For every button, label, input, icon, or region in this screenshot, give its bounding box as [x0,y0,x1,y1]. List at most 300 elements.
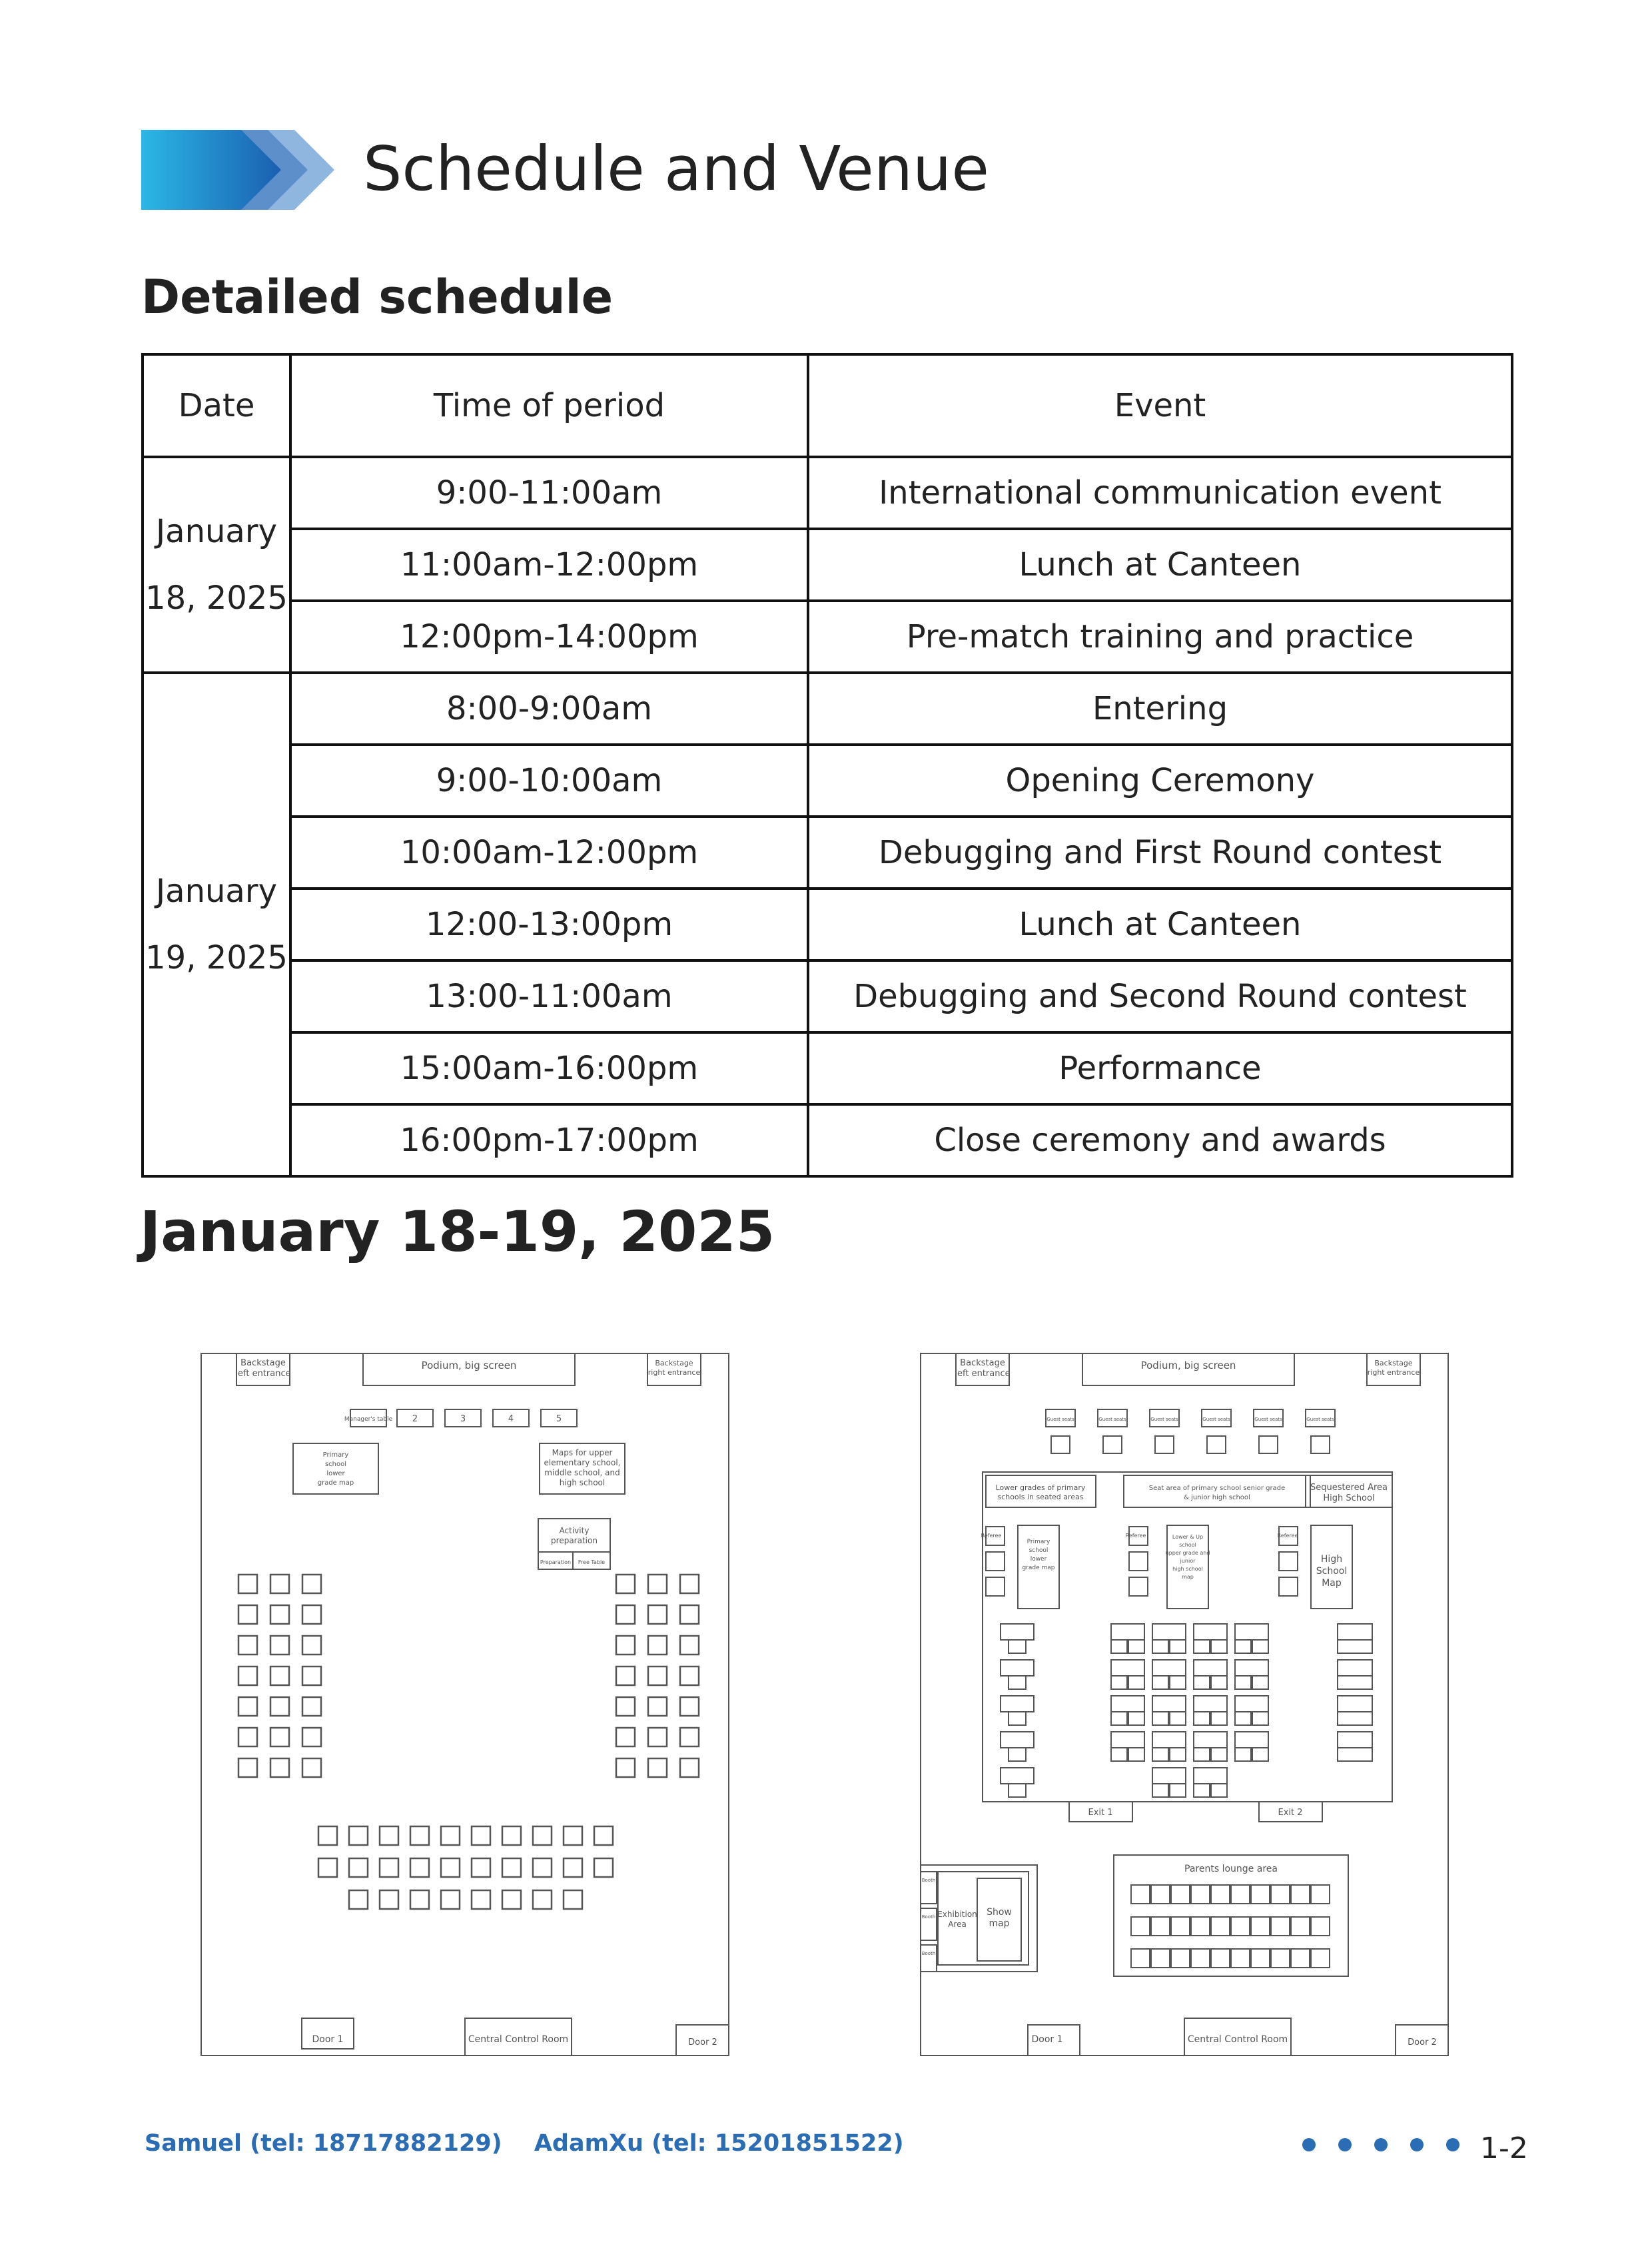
map-labels [922,1358,1437,2048]
seat [1128,1748,1144,1761]
event-cell: Opening Ceremony [808,745,1512,817]
seat [238,1575,257,1593]
time-cell: 10:00am-12:00pm [290,817,808,889]
upper-map-label: Maps for upper [552,1448,613,1457]
seat [1251,1949,1270,1968]
header-date: Date [143,354,290,457]
seat [1291,1949,1310,1968]
seat [1211,1748,1227,1761]
event-cell: Performance [808,1032,1512,1104]
date-line: January [156,873,277,910]
backstage-right-label: Backstage [655,1359,693,1367]
seat [1252,1712,1268,1725]
page-number: 1-2 [1480,2131,1528,2165]
guest-seat-label: Guest seats [1254,1417,1282,1422]
exit1-label: Exit 1 [1088,1808,1113,1818]
seat [238,1605,257,1624]
time-cell: 16:00pm-17:00pm [290,1104,808,1176]
seat [564,1826,582,1845]
seat [1194,1660,1227,1676]
middle-map-label: Lower & Up [1172,1534,1204,1540]
seat [1001,1624,1034,1640]
seat [1131,1917,1150,1936]
seat [921,1872,937,1904]
seat [380,1858,398,1877]
seat [1152,1784,1168,1797]
seat [1235,1712,1251,1725]
footer-contacts [145,2130,928,2157]
seat [1279,1577,1298,1596]
backstage-left-label: Backstage [240,1358,286,1368]
seat [1170,1748,1186,1761]
seat [680,1636,699,1655]
seat [380,1890,398,1909]
booth-label: Booth [921,1951,936,1956]
area-sequestered-label: High School [1323,1493,1375,1503]
primary-map-label: Primary [322,1451,349,1459]
seat [648,1697,667,1716]
podium-label: Podium, big screen [421,1359,517,1371]
seat [1111,1640,1127,1653]
seat [1252,1676,1268,1689]
seat [1170,1640,1186,1653]
date-line: 18, 2025 [145,579,288,617]
seat [616,1758,635,1777]
seat [1151,1917,1170,1936]
seat [302,1758,321,1777]
seat [648,1758,667,1777]
seat [1152,1748,1168,1761]
page-dot [1446,2138,1459,2151]
seat [349,1890,368,1909]
seat [472,1858,490,1877]
area-lower-label: Lower grades of primary [995,1483,1086,1492]
seat [1171,1949,1190,1968]
seat [349,1858,368,1877]
seat [1131,1885,1150,1904]
seat [302,1636,321,1655]
map-labels [235,1358,717,2048]
backstage-right-label: right entrance [1367,1368,1420,1377]
seat [1151,1885,1170,1904]
seat [1170,1784,1186,1797]
seat [270,1667,289,1685]
seat [1235,1676,1251,1689]
seat [1152,1696,1186,1712]
seat [680,1728,699,1746]
seat [1251,1917,1270,1936]
table-row [143,817,1512,889]
seat [1009,1784,1026,1797]
seat [1207,1436,1226,1453]
activity-label: Activity [559,1526,590,1535]
time-cell: 12:00-13:00pm [290,889,808,960]
seat [1211,1949,1230,1968]
seat [1009,1712,1026,1725]
table-row [143,889,1512,960]
event-cell: Pre-match training and practice [808,601,1512,673]
backstage-right-label: Backstage [1374,1359,1413,1367]
seat [1111,1696,1144,1712]
guest-seat-label: Guest seats [1046,1417,1074,1422]
time-cell: 9:00-10:00am [290,745,808,817]
seat [1271,1917,1290,1936]
primary-map-label: grade map [1022,1565,1055,1571]
seat [410,1890,429,1909]
contact-adamxu: AdamXu (tel: 15201851522) [534,2130,904,2157]
seat [410,1858,429,1877]
seat [1231,1949,1250,1968]
seat [1211,1885,1230,1904]
seat [1259,1436,1278,1453]
seat [1338,1696,1372,1712]
page-dot [1302,2138,1316,2151]
backstage-left-label: left entrance [955,1369,1011,1379]
seat [1311,1885,1330,1904]
seat [1211,1640,1227,1653]
seat [270,1697,289,1716]
seat [1152,1732,1186,1748]
seat [238,1728,257,1746]
activity-sub-label: Preparation [540,1559,572,1565]
table-row [143,601,1512,673]
seat [1111,1660,1144,1676]
seat [1171,1885,1190,1904]
seat [616,1575,635,1593]
seat [1103,1436,1122,1453]
seat [1338,1748,1372,1761]
seat [1191,1917,1210,1936]
seat [1194,1784,1210,1797]
seat [1211,1917,1230,1936]
table-row [143,960,1512,1032]
seat [1211,1676,1227,1689]
backstage-left-label: Backstage [960,1358,1005,1368]
event-cell: Lunch at Canteen [808,889,1512,960]
contact-samuel: Samuel (tel: 18717882129) [145,2130,502,2157]
seat [1194,1768,1227,1784]
seat-grid [921,1409,1375,1972]
table-label: Manager's table [344,1416,393,1423]
seat [1009,1748,1026,1761]
seat [302,1575,321,1593]
seat [1211,1712,1227,1725]
seat [1235,1624,1268,1640]
seat [1252,1640,1268,1653]
seat [472,1890,490,1909]
page-dot [1338,2138,1352,2151]
seat [1111,1676,1127,1689]
seat [1152,1712,1168,1725]
seat [1271,1949,1290,1968]
seat [302,1728,321,1746]
referee-label: Referee [1125,1533,1146,1539]
seat [1338,1732,1372,1748]
seat [1194,1748,1210,1761]
seat [1155,1436,1174,1453]
seat [1001,1768,1034,1784]
event-cell: Entering [808,673,1512,745]
seat [564,1890,582,1909]
seat [680,1605,699,1624]
seat [648,1636,667,1655]
seat [1128,1640,1144,1653]
primary-map-label: grade map [317,1479,354,1487]
seat [1231,1885,1250,1904]
seat [1235,1660,1268,1676]
seat [1001,1732,1034,1748]
seat [270,1758,289,1777]
venue-map-day2 [919,1352,1452,2058]
seat [1129,1577,1148,1596]
seat [238,1667,257,1685]
seat [1009,1640,1026,1653]
referee-label: Referee [981,1533,1002,1539]
seat-grid [238,1575,699,1909]
seat [318,1858,337,1877]
event-cell: Debugging and Second Round contest [808,960,1512,1032]
seat [594,1858,613,1877]
table-label: 2 [412,1414,418,1424]
seat [564,1858,582,1877]
seat [1191,1885,1210,1904]
seat [680,1575,699,1593]
control-room-label: Central Control Room [468,2034,569,2045]
seat [472,1826,490,1845]
primary-map-label: lower [1030,1556,1047,1563]
middle-map-label: high school [1172,1566,1203,1572]
area-sequestered-label: Sequestered Area [1310,1483,1388,1493]
seat [1111,1624,1144,1640]
seat [680,1758,699,1777]
seat [1311,1917,1330,1936]
activity-label: preparation [551,1536,598,1545]
seat [1194,1696,1227,1712]
guest-seat-label: Guest seats [1150,1417,1178,1422]
seat [270,1605,289,1624]
section-subtitle: Detailed schedule [141,270,614,324]
seat [1235,1640,1251,1653]
seat [1111,1748,1127,1761]
table-row [143,1104,1512,1176]
seat [1128,1712,1144,1725]
area-middle-label: & junior high school [1184,1494,1250,1501]
schedule-table [141,353,1513,1178]
seat [1001,1660,1034,1676]
event-cell: Close ceremony and awards [808,1104,1512,1176]
seat [1211,1784,1227,1797]
table-label: 5 [556,1414,562,1424]
exhibition-label: Area [948,1920,967,1929]
seat [302,1697,321,1716]
page-title: Schedule and Venue [363,133,989,204]
guest-seat-label: Guest seats [1098,1417,1126,1422]
seat [1338,1640,1372,1653]
seat [1235,1748,1251,1761]
seat [921,1945,937,1972]
time-cell: 11:00am-12:00pm [290,529,808,601]
seat [441,1858,460,1877]
seat [1171,1917,1190,1936]
middle-map-label: school [1179,1542,1196,1548]
seat [533,1858,552,1877]
seat [1128,1676,1144,1689]
date-line: 19, 2025 [145,939,288,976]
seat [238,1758,257,1777]
seat [594,1826,613,1845]
seat [1311,1436,1330,1453]
seat [238,1636,257,1655]
seat [441,1826,460,1845]
booth-label: Booth [921,1914,936,1920]
time-cell: 12:00pm-14:00pm [290,601,808,673]
upper-map-label: high school [559,1478,606,1487]
seat [1338,1712,1372,1725]
parents-lounge-label: Parents lounge area [1184,1864,1278,1874]
seat [270,1575,289,1593]
seat [921,1908,937,1940]
seat [1009,1676,1026,1689]
header-event: Event [808,354,1512,457]
seat [1129,1552,1148,1571]
seat [1152,1660,1186,1676]
seat [502,1858,521,1877]
seat [1194,1624,1227,1640]
show-map-label: Show [987,1907,1012,1918]
seat [1194,1676,1210,1689]
seat [1131,1949,1150,1968]
seat [1170,1712,1186,1725]
high-map-label: Map [1322,1578,1342,1589]
seat [1151,1949,1170,1968]
event-cell: Lunch at Canteen [808,529,1512,601]
middle-map-label: junior [1180,1558,1196,1564]
booth-label: Booth [921,1878,936,1883]
seat [533,1826,552,1845]
header-arrow-logo [141,130,341,210]
guest-seat-label: Guest seats [1306,1417,1334,1422]
seat [1194,1712,1210,1725]
event-cell: International communication event [808,457,1512,529]
table-row [143,673,1512,745]
page-dot [1410,2138,1424,2151]
seat [270,1728,289,1746]
activity-sub-label: Free Table [578,1559,606,1565]
seat [1194,1640,1210,1653]
middle-map-label: upper grade and [1165,1550,1210,1556]
seat [270,1636,289,1655]
venue-date-heading: January 18-19, 2025 [140,1199,775,1264]
seat [1170,1676,1186,1689]
seat [1252,1748,1268,1761]
referee-label: Referee [1277,1533,1298,1539]
podium-label: Podium, big screen [1140,1359,1236,1371]
seat [648,1728,667,1746]
seat [1191,1949,1210,1968]
table-label: 4 [508,1414,514,1424]
seat [1291,1917,1310,1936]
seat [1051,1436,1070,1453]
table-label: 3 [460,1414,466,1424]
seat [533,1890,552,1909]
middle-map-label: map [1182,1574,1194,1580]
date-line: January [156,513,277,550]
seat [238,1697,257,1716]
seat [680,1697,699,1716]
time-cell: 9:00-11:00am [290,457,808,529]
time-cell: 13:00-11:00am [290,960,808,1032]
seat [1338,1624,1372,1640]
seat [1231,1917,1250,1936]
seat [616,1667,635,1685]
seat [1152,1676,1168,1689]
seat [616,1605,635,1624]
show-map-label: map [989,1918,1010,1929]
seat [616,1697,635,1716]
seat [349,1826,368,1845]
exit2-label: Exit 2 [1278,1808,1303,1818]
seat [1235,1696,1268,1712]
table-header-row [143,354,1512,457]
backstage-right-label: right entrance [647,1368,701,1377]
upper-map-label: elementary school, [544,1458,621,1467]
seat [1291,1885,1310,1904]
date-cell-day2 [143,673,290,1176]
seat [1271,1885,1290,1904]
area-middle-label: Seat area of primary school senior grade [1148,1485,1286,1492]
seat [441,1890,460,1909]
page-dot [1374,2138,1388,2151]
primary-map-label: school [324,1461,347,1468]
seat [1279,1552,1298,1571]
primary-map-label: Primary [1027,1539,1050,1545]
door1-label: Door 1 [1031,2034,1063,2045]
seat [302,1667,321,1685]
table-row [143,745,1512,817]
date-cell-day1 [143,457,290,673]
seat [318,1826,337,1845]
high-map-label: High [1320,1554,1343,1565]
seat [380,1826,398,1845]
seat [648,1605,667,1624]
area-lower-label: schools in seated areas [997,1493,1084,1501]
header-time: Time of period [290,354,808,457]
time-cell: 8:00-9:00am [290,673,808,745]
event-cell: Debugging and First Round contest [808,817,1512,889]
table-row [143,457,1512,529]
seat [616,1728,635,1746]
seat [1152,1624,1186,1640]
table-row [143,529,1512,601]
primary-map-label: lower [326,1470,345,1477]
exhibition-label: Exhibition [937,1910,977,1919]
table-row [143,1032,1512,1104]
seat [1111,1732,1144,1748]
seat [986,1577,1005,1596]
seat [680,1667,699,1685]
venue-map-day1 [200,1352,733,2058]
seat [1111,1712,1127,1725]
high-map-label: School [1316,1566,1348,1577]
seat [616,1636,635,1655]
guest-seat-label: Guest seats [1202,1417,1230,1422]
time-cell: 15:00am-16:00pm [290,1032,808,1104]
seat [302,1605,321,1624]
backstage-left-label: left entrance [235,1369,291,1379]
seat [1338,1676,1372,1689]
primary-map-label: school [1029,1547,1048,1554]
door1-label: Door 1 [312,2034,344,2045]
